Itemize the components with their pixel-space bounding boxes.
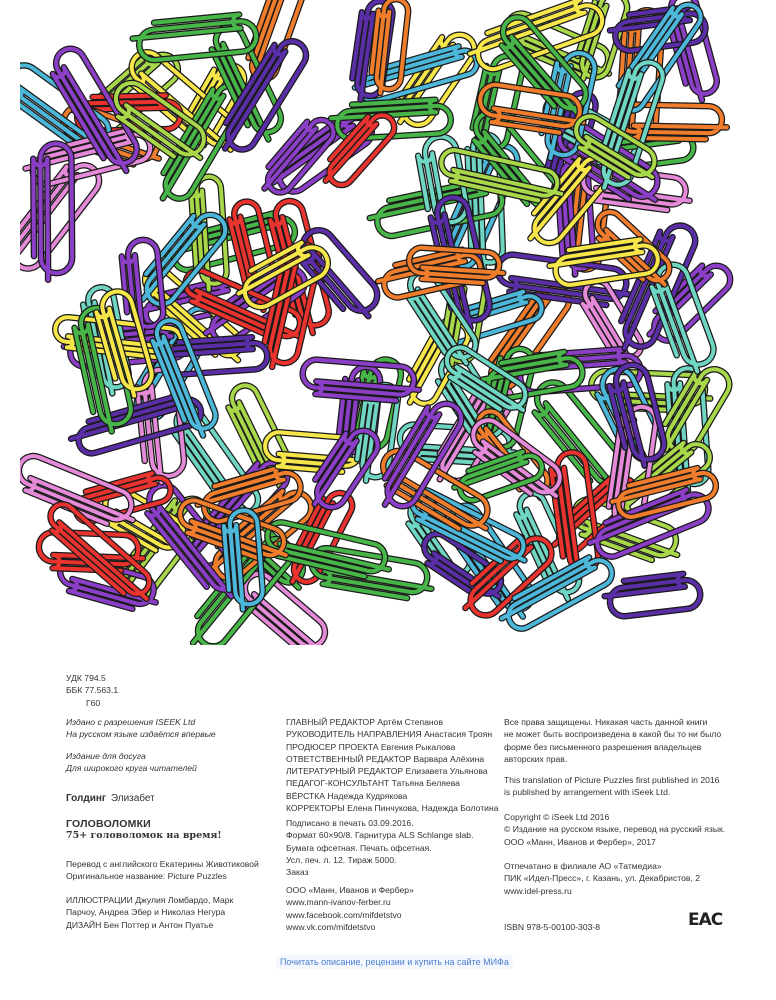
readers-note: Для широкого круга читателей [66,762,197,773]
publisher-vk[interactable]: www.vk.com/mifdetstvo [286,921,376,932]
permission-note: Издано с разрешения ISEEK Ltd [66,717,196,727]
author-name: Элизабет [110,793,155,804]
design-line: ДИЗАЙН Бен Поттер и Антон Пуатье [66,919,214,930]
print-line: Усл. печ. л. 12. Тираж 5000. [286,854,397,865]
printer-line: Отпечатано в филиале АО «Татмедиа» [504,861,662,871]
translation-block [66,858,259,883]
publisher-name: ООО «Манн, Иванов и Фербер» [286,885,414,895]
udk-code: УДК 794.5 [66,673,106,683]
copyright-line: Copyright © iSeek Ltd 2016 [504,812,610,822]
copyright-line: © Издание на русском языке, перевод на русский язык. [504,824,726,835]
author-surname: Голдинг [66,793,107,804]
printer-line: ПИК «Идел-Пресс», г. Казань, ул. Декабристов, 2 [504,873,701,884]
imprint-block [66,716,216,774]
publisher-facebook[interactable]: www.facebook.com/mifdetstvo [286,909,402,920]
bbk-code: ББК 77.563.1 [66,685,119,696]
rights-line: Все права защищены. Никакая часть данной книги [504,717,708,727]
print-block [286,817,473,878]
original-title-line: Оригинальное название: Picture Puzzles [66,871,227,882]
print-line: Заказ [286,867,309,878]
isbn: ISBN 978-5-00100-303-8 [504,922,601,932]
translation-note-line: This translation of Picture Puzzles first published in 2016 [504,775,720,785]
illustrations-block [66,894,233,931]
rights-line: не может быть воспроизведена в какой бы то ни было [504,729,722,740]
isbn-block [504,921,600,933]
copyright-line: ООО «Манн, Иванов и Фербер», 2017 [504,836,656,847]
author-line [66,792,155,805]
author-code: Г60 [86,697,101,708]
staff-line: ПРОДЮСЕР ПРОЕКТА Евгения Рыкалова [286,741,456,752]
translation-line: Перевод с английского Екатерины Животиковой [66,859,259,869]
rights-block [504,716,721,765]
translation-note-block [504,774,719,799]
publisher-block [286,884,414,933]
staff-line: РУКОВОДИТЕЛЬ НАПРАВЛЕНИЯ Анастасия Троян [286,729,493,740]
paperclip [120,239,165,333]
paperclip-illustration [20,0,740,645]
illustrations-line: ИЛЛЮСТРАЦИИ Джулия Ломбардо, Марк [66,895,234,905]
leisure-note: Издание для досуга [66,750,146,761]
book-subtitle: 75+ головоломок на время! [66,830,222,841]
rights-line: авторских прав. [504,753,568,764]
paperclip [603,572,702,618]
publisher-site[interactable]: www.mann-ivanov-ferber.ru [286,897,391,908]
print-line: Подписано в печать 03.09.2016. [286,818,414,828]
book-title: ГОЛОВОЛОМКИ [66,818,151,830]
first-time-note: На русском языке издаётся впервые [66,729,216,740]
staff-line: ЛИТЕРАТУРНЫЙ РЕДАКТОР Елизавета Ульянова [286,766,488,777]
rights-line: форме без письменного разрешения владельцев [504,741,702,752]
staff-block [286,716,498,814]
catalog-block [66,672,118,709]
printer-block [504,860,700,897]
print-line: Формат 60×90/8. Гарнитура ALS Schlange slab. [286,830,474,841]
translation-note-line: is published by arrangement with iSeek Ltd. [504,787,671,798]
staff-line: КОРРЕКТОРЫ Елена Пинчукова, Надежда Болотина [286,803,499,814]
eac-mark: ЕАС [688,910,723,930]
staff-line: ОТВЕТСТВЕННЫЙ РЕДАКТОР Варвара Алёхина [286,753,485,764]
title-block [66,818,222,842]
staff-line: ГЛАВНЫЙ РЕДАКТОР Артём Степанов [286,717,444,727]
staff-line: ВЁРСТКА Надежда Кудрякова [286,790,408,801]
printer-site[interactable]: www.idel-press.ru [504,885,572,896]
print-line: Бумага офсетная. Печать офсетная. [286,842,432,853]
copyright-block [504,811,725,848]
staff-line: ПЕДАГОГ-КОНСУЛЬТАНТ Татьяна Беляева [286,778,460,789]
illustrations-line: Парчоу, Андреа Эбер и Николаэ Негура [66,907,226,918]
buy-link[interactable]: Почитать описание, рецензии и купить на сайте МИФа [276,955,513,969]
